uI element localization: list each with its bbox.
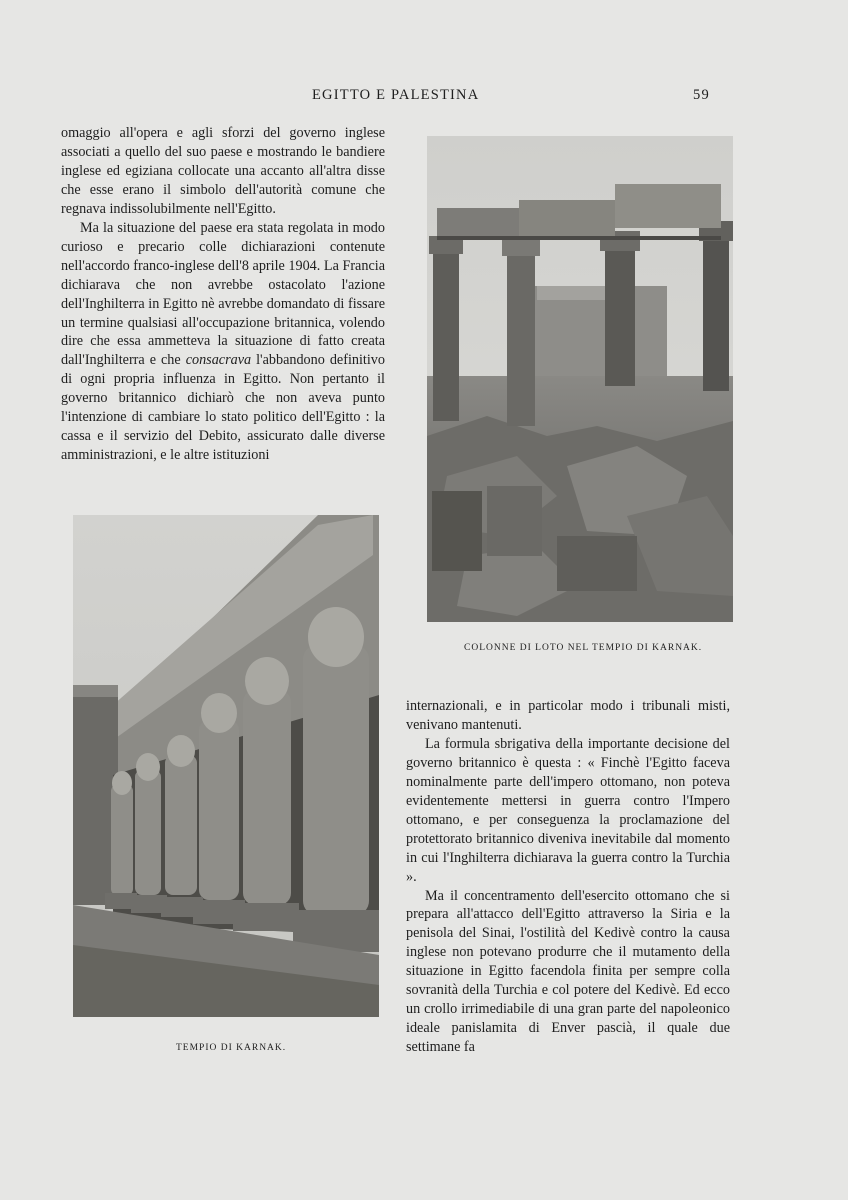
paragraph: internazionali, e in particolar modo i tribunali misti, venivano mantenuti.: [406, 698, 730, 733]
running-title: EGITTO E PALESTINA: [312, 87, 480, 103]
italic-word: consacrava: [185, 352, 252, 369]
paragraph-text: l'abbandono definitivo di ogni propria influenza in Egitto. Non pertanto il governo britannico dichiarò che non aveva punto l'intenzione di cambiare lo stato politico dell'Egitto : la cassa e il servizio del Debito, assicurato dalle diverse amministrazioni, e le altre istituzioni: [61, 352, 385, 464]
paragraph: La formula sbrigativa della importante decisione del governo britannico è questa : « Finchè l'Egitto faceva nominalmente parte dell'impero ottomano, non poteva evidentemente mettersi in guerra contro l'Impero ottomano, e per conseguenza la proclamazione del protettorato britannico diveniva inevitabile dal momento in cui l'Inghilterra dichiarava la guerra contro la Turchia ».: [406, 735, 730, 885]
lotus-columns-illustration: [427, 136, 733, 622]
paragraph: [61, 219, 385, 465]
photo-lotus-columns: [427, 136, 733, 622]
paragraph: omaggio all'opera e agli sforzi del governo inglese associati a quello del suo paese e mostrando le bandiere inglese ed egiziana collocate una accanto all'altra disse che esse erano il simbolo dell'autorità comune che regnava indissolubilmente nell'Egitto.: [61, 125, 385, 217]
caption-lotus-columns: COLONNE DI LOTO NEL TEMPIO DI KARNAK.: [464, 643, 703, 653]
text-column-bottom: [406, 697, 730, 1057]
photo-karnak-temple: [73, 515, 379, 1017]
running-head: [0, 87, 848, 107]
caption-karnak-temple: TEMPIO DI KARNAK.: [176, 1043, 287, 1053]
paragraph-text: Ma la situazione del paese era stata regolata in modo curioso e precario colle dichiarazioni contenute nell'accordo franco-inglese dell'8 aprile 1904. La Francia dichiarava che non avrebbe ostacolato l'azione dell'Inghilterra in Egitto nè avrebbe domandato di fissare un termine qualsiasi all'occupazione britannica, volendo dire che essa ammetteva la situazione di fatto creata dall'Inghilterra e che: [61, 219, 385, 369]
paragraph: Ma il concentramento dell'esercito ottomano che si prepara all'attacco dell'Egitto attraverso la Siria e la penisola del Sinai, l'ostilità del Kedivè contro la causa inglese non potevano produrre che il mutamento della situazione in Egitto facendola finita per sempre colla sovranità della Turchia e col potere del Kedivè. Ed ecco un crollo irrimediabile di una gran parte del napoleonico ideale panislamita di Enver pascià, il quale due settimane fa: [406, 887, 730, 1056]
text-column-top: [61, 124, 385, 465]
page-number: 59: [693, 87, 710, 103]
karnak-temple-illustration: [73, 515, 379, 1017]
